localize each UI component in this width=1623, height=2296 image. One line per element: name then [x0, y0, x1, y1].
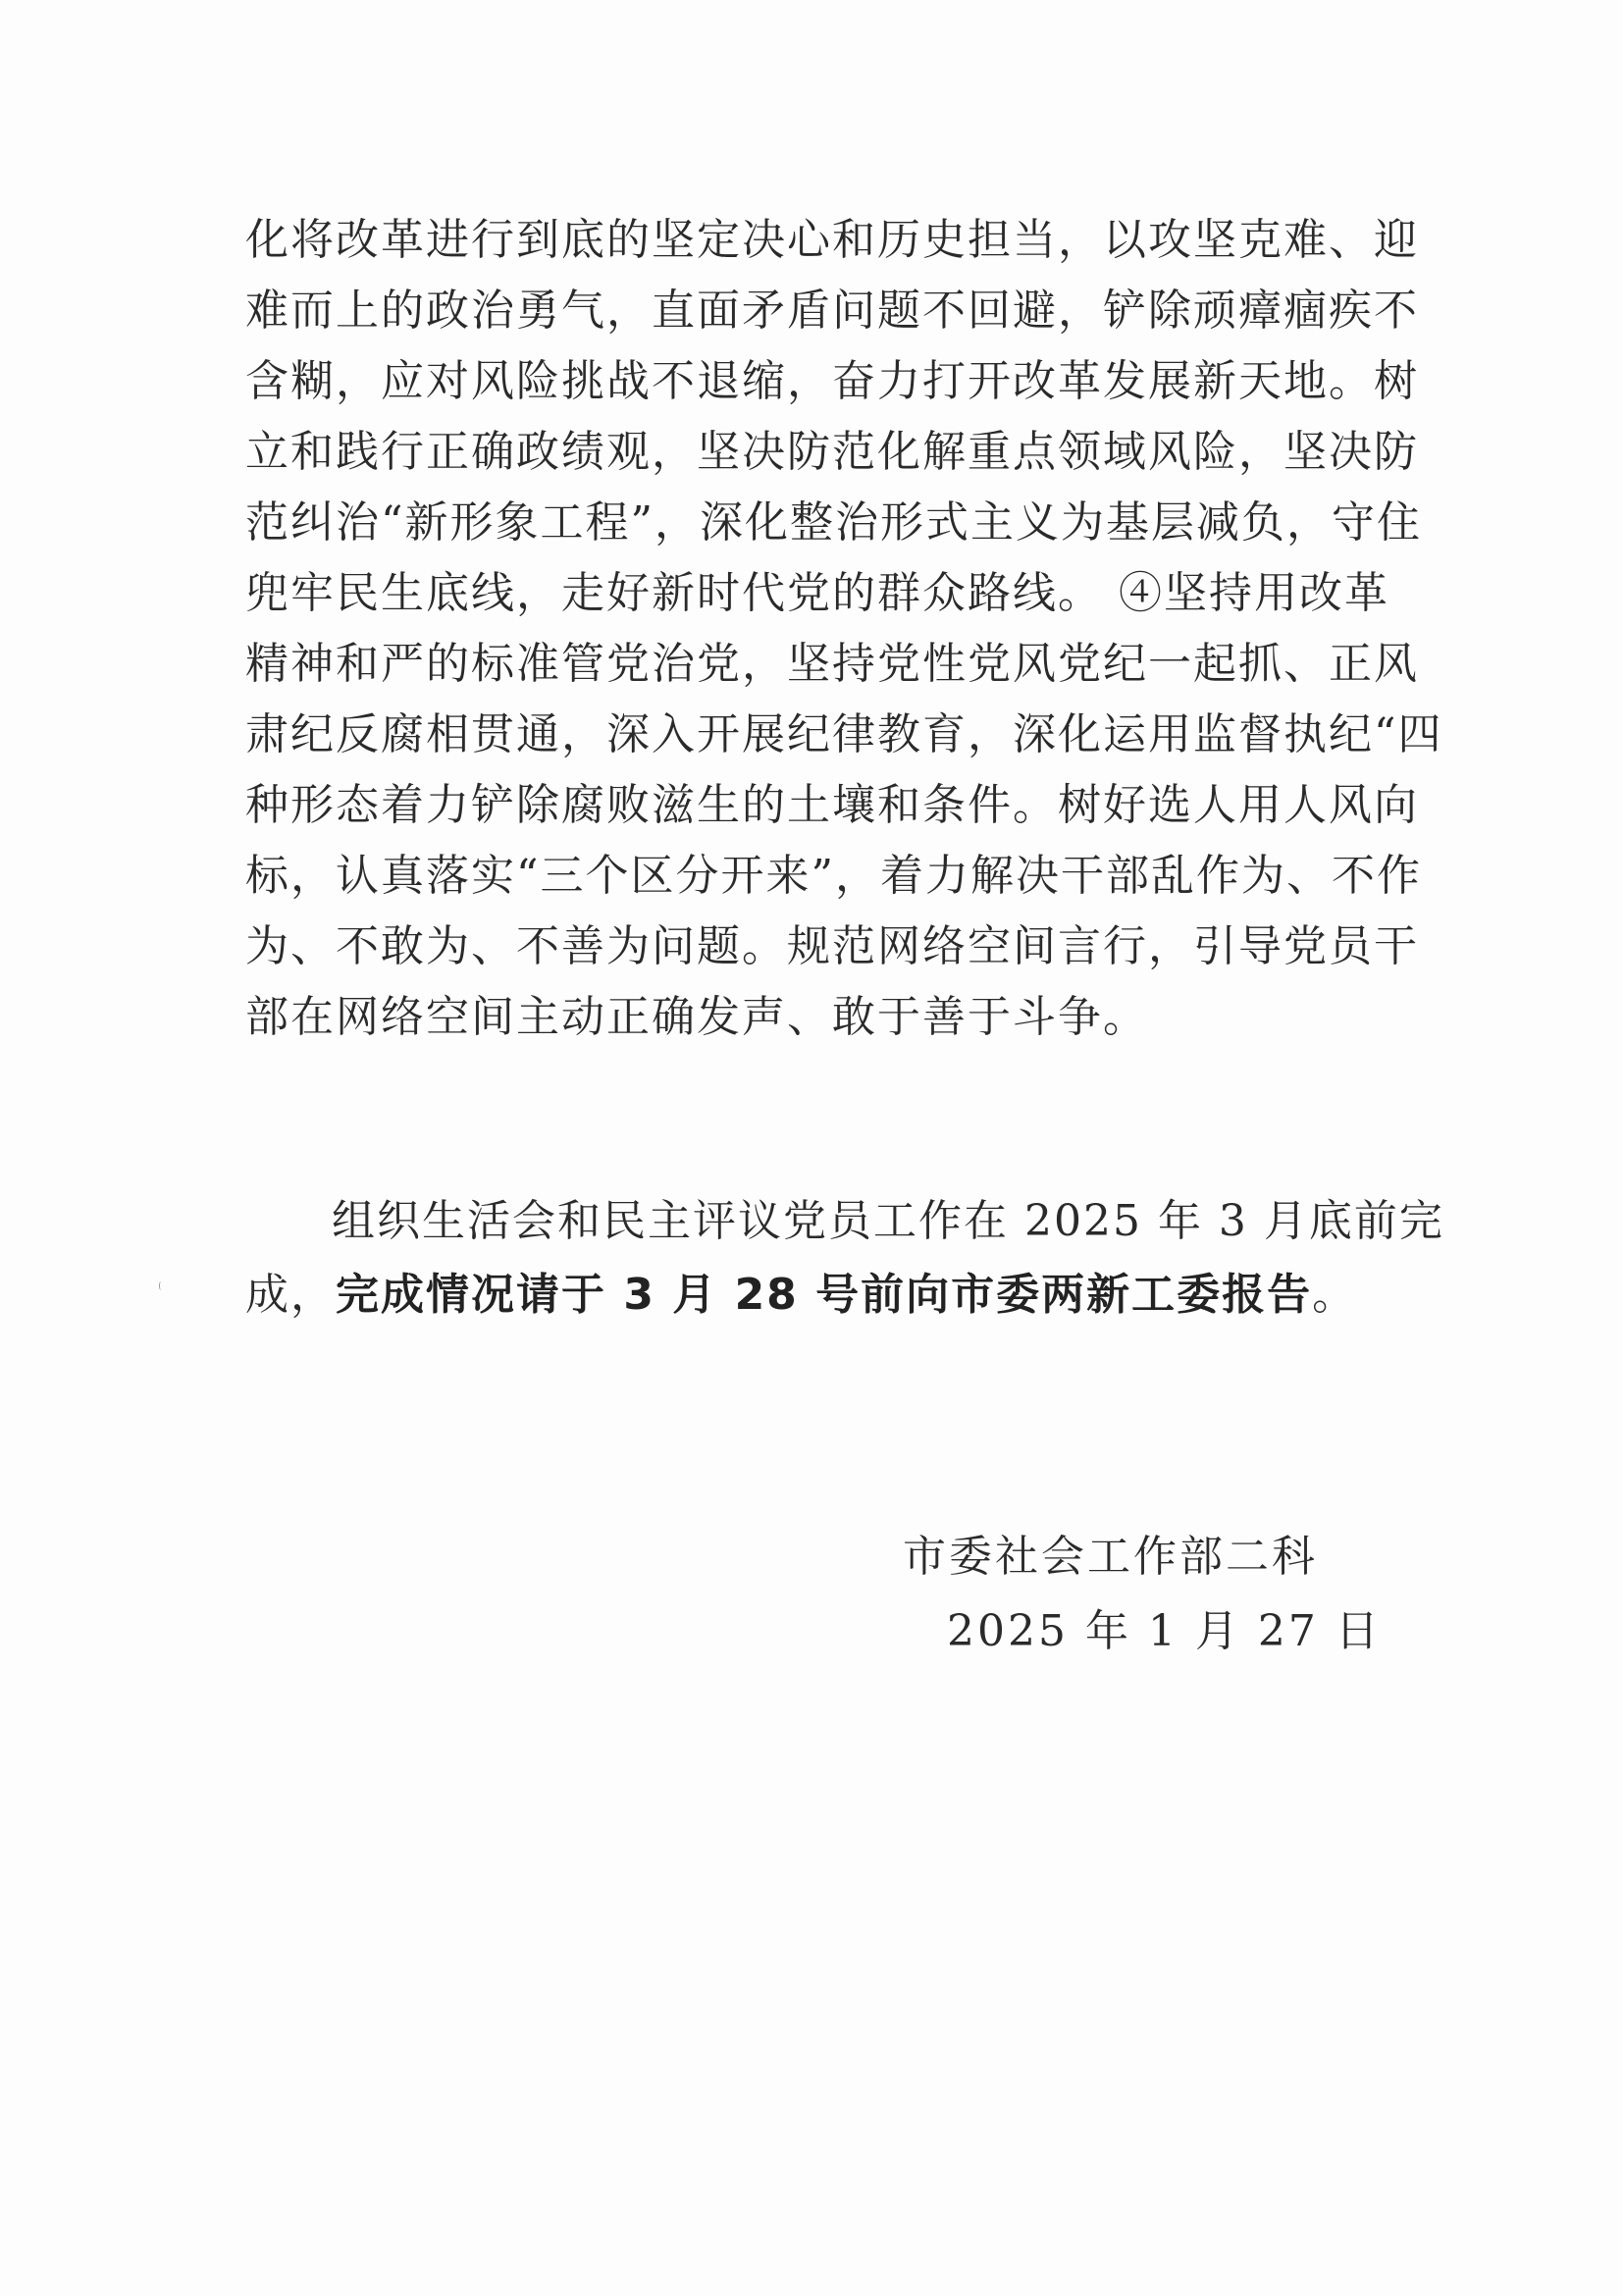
body-line-12: 部在网络空间主动正确发声、敢于善于斗争。 [245, 992, 1148, 1042]
signature-date: 2025 年 1 月 27 日 [947, 1606, 1382, 1656]
body-line-3: 含糊，应对风险挑战不退缩，奋力打开改革发展新天地。树 [245, 356, 1419, 406]
body-line-7: 精神和严的标准管党治党，坚持党性党风党纪一起抓、正风 [245, 639, 1419, 689]
closing-line-2 [245, 1261, 1384, 1330]
body-line-1: 化将改革进行到底的坚定决心和历史担当，以攻坚克难、迎 [245, 215, 1419, 265]
closing-line-1: 组织生活会和民主评议党员工作在 2025 年 3 月底前完 [332, 1196, 1444, 1246]
body-line-10: 标，认真落实“三个区分开来”，着力解决干部乱作为、不作 [245, 851, 1422, 901]
signature-org: 市委社会工作部二科 [903, 1532, 1318, 1582]
body-line-5: 范纠治“新形象工程”，深化整治形式主义为基层减负，守住 [245, 497, 1422, 548]
body-line-9: 种形态着力铲除腐败滋生的土壤和条件。树好选人用人风向 [245, 780, 1419, 830]
closing-line-2-start: 成， [245, 1270, 336, 1320]
body-line-2: 难而上的政治勇气，直面矛盾问题不回避，铲除顽瘴痼疾不 [245, 286, 1419, 336]
body-line-6: 兜牢民生底线，走好新时代党的群众路线。 ④坚持用改革 [245, 568, 1389, 618]
body-line-4: 立和践行正确政绩观，坚决防范化解重点领域风险，坚决防 [245, 427, 1419, 477]
report-deadline-emphasis: 完成情况请于 3 月 28 号前向市委两新工委报告 [336, 1270, 1313, 1320]
body-line-11: 为、不敢为、不善为问题。规范网络空间言行，引导党员干 [245, 921, 1419, 971]
closing-line-2-end: 。 [1312, 1270, 1358, 1320]
scan-speck [159, 1281, 163, 1290]
body-line-8: 肃纪反腐相贯通，深入开展纪律教育，深化运用监督执纪“四 [245, 709, 1443, 759]
